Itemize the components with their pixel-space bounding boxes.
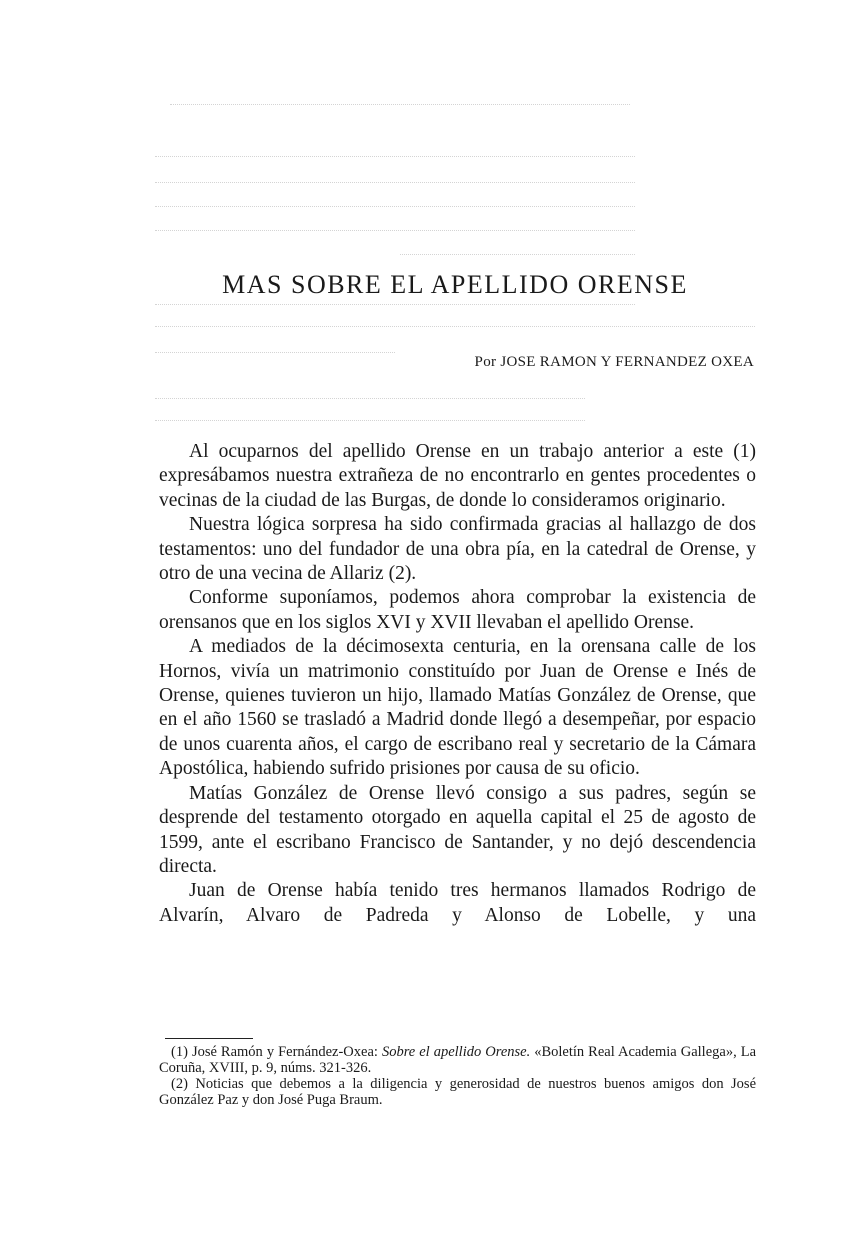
body-paragraph: Matías González de Orense llevó consigo a sus padres, según se desprende del testamento otorgado en aquella capital el 25 de agosto de 1599, ante el escribano Francisco de Santander, y no dejó descendencia directa. <box>159 782 756 877</box>
show-through-line <box>155 304 635 308</box>
show-through-line <box>155 398 585 402</box>
body-paragraph: Al ocuparnos del apellido Orense en un trabajo anterior a este (1) expresábamos nuestra extrañeza de no encontrarlo en gentes procedentes o vecinas de la ciudad de las Burgas, de donde lo consideramos originario. <box>159 441 756 511</box>
footnote-mark: (2) <box>171 1076 188 1092</box>
show-through-line <box>155 182 635 186</box>
show-through-line <box>155 156 635 160</box>
article-title: MAS SOBRE EL APELLIDO ORENSE <box>222 270 688 299</box>
footnote-mark: (1) <box>171 1044 188 1060</box>
show-through-line <box>170 104 630 108</box>
footnote-text: José Ramón y Fernández-Oxea: <box>191 1044 378 1060</box>
show-through-line <box>155 206 635 210</box>
body-paragraph: Juan de Orense había tenido tres hermanos llamados Rodrigo de Alvarín, Alvaro de Padreda y Alonso de Lobelle, y una <box>159 880 756 926</box>
footnote-text: Noticias que debemos a la diligencia y generosidad de nuestros buenos amigos don José González Paz y don José Puga Braum. <box>159 1076 757 1108</box>
show-through-line <box>400 254 635 258</box>
article-author: Por JOSE RAMON Y FERNANDEZ OXEA <box>474 354 754 370</box>
footnote <box>159 1044 756 1076</box>
article-body <box>159 440 756 928</box>
show-through-line <box>155 230 635 234</box>
body-paragraph: Conforme suponíamos, podemos ahora comprobar la existencia de orensanos que en los siglos XVI y XVII llevaban el apellido Orense. <box>159 587 756 633</box>
footnote-rule <box>165 1038 253 1039</box>
show-through-line <box>155 326 755 330</box>
footnote-text: «Boletín Real Academia Gallega», La Coruña, XVIII, p. 9, núms. 321-326. <box>159 1044 757 1076</box>
footnote-italic-title: Sobre el apellido Orense. <box>381 1044 531 1060</box>
footnotes <box>159 1044 756 1108</box>
body-paragraph: Nuestra lógica sorpresa ha sido confirmada gracias al hallazgo de dos testamentos: uno del fundador de una obra pía, en la catedral de Orense, y otro de una vecina de Allariz (2). <box>159 514 756 585</box>
body-paragraph: A mediados de la décimosexta centuria, en la orensana calle de los Hornos, vivía un matrimonio constituído por Juan de Orense e Inés de Orense, quienes tuvieron un hijo, llamado Matías González de Orense, que en el año 1560 se trasladó a Madrid donde llegó a desempeñar, por espacio de unos cuarenta años, el cargo de escribano real y secretario de la Cámara Apostólica, habiendo sufrido prisiones por causa de su oficio. <box>159 636 756 780</box>
show-through-line <box>155 420 585 424</box>
show-through-line <box>155 352 395 356</box>
footnote <box>159 1076 756 1108</box>
